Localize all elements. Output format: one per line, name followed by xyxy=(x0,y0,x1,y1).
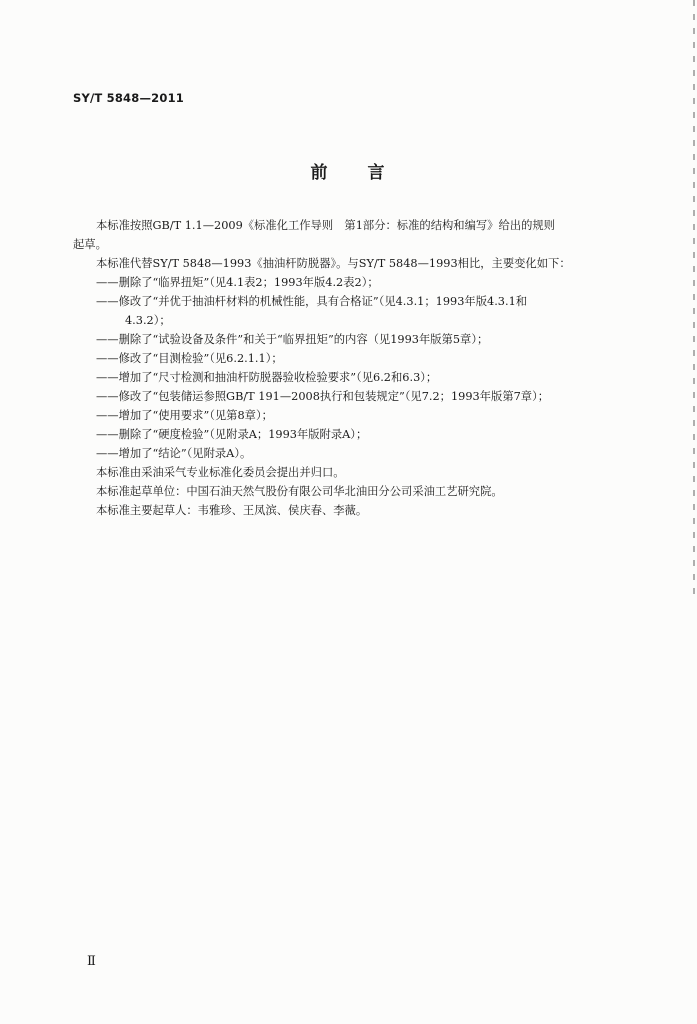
paragraph-line: 本标准按照GB/T 1.1—2009《标准化工作导则 第1部分：标准的结构和编写》给出的规则 xyxy=(96,219,555,232)
paragraph-line: 本标准起草单位：中国石油天然气股份有限公司华北油田分公司采油工艺研究院。 xyxy=(96,485,503,498)
paragraph-line: 本标准代替SY/T 5848—1993《抽油杆防脱器》。与SY/T 5848—1993相比，主要变化如下： xyxy=(96,257,571,270)
scan-edge-mark xyxy=(693,0,695,600)
change-item: ——删除了“试验设备及条件”和关于“临界扭矩”的内容（见1993年版第5章）； xyxy=(96,333,489,346)
change-item: ——删除了“临界扭矩”（见4.1表2；1993年版4.2表2）； xyxy=(96,276,379,289)
page-title: 前 言 xyxy=(310,163,387,183)
paragraph-line: 本标准由采油采气专业标准化委员会提出并归口。 xyxy=(96,466,345,479)
change-item-continuation: 4.3.2）； xyxy=(125,314,171,327)
foreword-body xyxy=(73,216,643,520)
standard-code-header: SY/T 5848—2011 xyxy=(73,91,184,105)
change-item: ——删除了“硬度检验”（见附录A；1993年版附录A）； xyxy=(96,428,368,441)
change-item: ——修改了“目测检验”（见6.2.1.1）； xyxy=(96,352,283,365)
page-number: Ⅱ xyxy=(87,954,96,969)
paragraph-line: 本标准主要起草人：韦雅珍、王凤滨、侯庆春、李薇。 xyxy=(96,504,368,517)
change-item: ——增加了“尺寸检测和抽油杆防脱器验收检验要求”（见6.2和6.3）； xyxy=(96,371,438,384)
paragraph-line: 起草。 xyxy=(73,238,107,251)
change-item: ——增加了“结论”（见附录A）。 xyxy=(96,447,252,460)
change-item: ——修改了“并优于抽油杆材料的机械性能，具有合格证”（见4.3.1；1993年版4.3.1和 xyxy=(96,295,528,308)
change-item: ——修改了“包装储运参照GB/T 191—2008执行和包装规定”（见7.2；1993年版第7章）； xyxy=(96,390,550,403)
change-item: ——增加了“使用要求”（见第8章）； xyxy=(96,409,273,422)
